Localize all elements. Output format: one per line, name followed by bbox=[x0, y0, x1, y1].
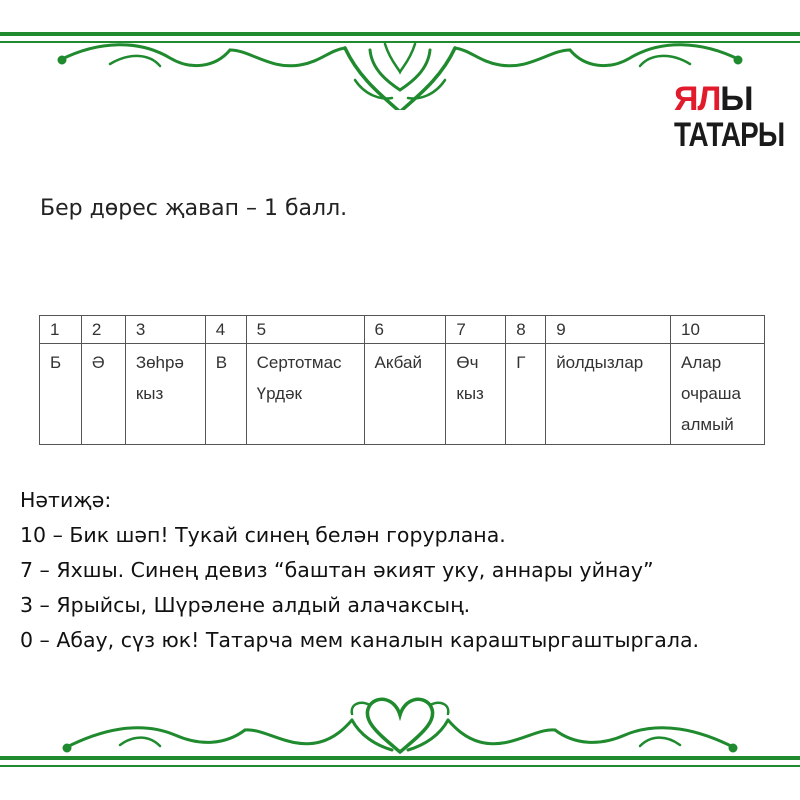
table-cell-number: 5 bbox=[246, 316, 364, 344]
logo-dark-text: Ы bbox=[720, 80, 753, 118]
result-line: 3 – Ярыйсы, Шүрәлене алдый алачаксың. bbox=[20, 593, 471, 617]
table-cell-answer: йолдызлар bbox=[546, 344, 671, 445]
result-line: 10 – Бик шәп! Тукай синең белән горурлана. bbox=[20, 523, 506, 547]
results-title: Нәтиҗә: bbox=[20, 488, 112, 512]
scoring-rule: Бер дөрес җавап – 1 балл. bbox=[40, 196, 348, 221]
table-cell-answer: Сертотмас Үрдәк bbox=[246, 344, 364, 445]
table-cell-answer: Б bbox=[40, 344, 82, 445]
result-line: 7 – Яхшы. Синең девиз “баштан әкият уку, аннары уйнау” bbox=[20, 558, 654, 582]
table-row-answers bbox=[40, 344, 765, 445]
table-cell-answer: В bbox=[205, 344, 246, 445]
table-cell-answer: Г bbox=[506, 344, 546, 445]
table-cell-number: 1 bbox=[40, 316, 82, 344]
logo-line-2: ТАТАРЫ bbox=[674, 116, 785, 154]
table-cell-answer: Ә bbox=[81, 344, 125, 445]
table-cell-number: 6 bbox=[364, 316, 446, 344]
bottom-ornament bbox=[0, 690, 800, 790]
table-cell-number: 9 bbox=[546, 316, 671, 344]
result-line: 0 – Абау, сүз юк! Татарча мем каналын караштыргаштыргала. bbox=[20, 628, 700, 652]
logo-red-text: ЯЛ bbox=[674, 80, 721, 118]
table-cell-number: 4 bbox=[205, 316, 246, 344]
table-cell-answer: Өч кыз bbox=[446, 344, 506, 445]
table-cell-number: 8 bbox=[506, 316, 546, 344]
results-block bbox=[20, 483, 699, 658]
table-cell-number: 3 bbox=[125, 316, 205, 344]
brand-logo bbox=[674, 82, 784, 152]
table-cell-number: 2 bbox=[81, 316, 125, 344]
table-cell-answer: Акбай bbox=[364, 344, 446, 445]
table-cell-number: 7 bbox=[446, 316, 506, 344]
answer-table bbox=[39, 315, 765, 445]
table-row-numbers bbox=[40, 316, 765, 344]
table-cell-number: 10 bbox=[671, 316, 765, 344]
logo-line-1 bbox=[674, 82, 784, 116]
table-cell-answer: Алар очраша алмый bbox=[671, 344, 765, 445]
table-cell-answer: Зөһрә кыз bbox=[125, 344, 205, 445]
